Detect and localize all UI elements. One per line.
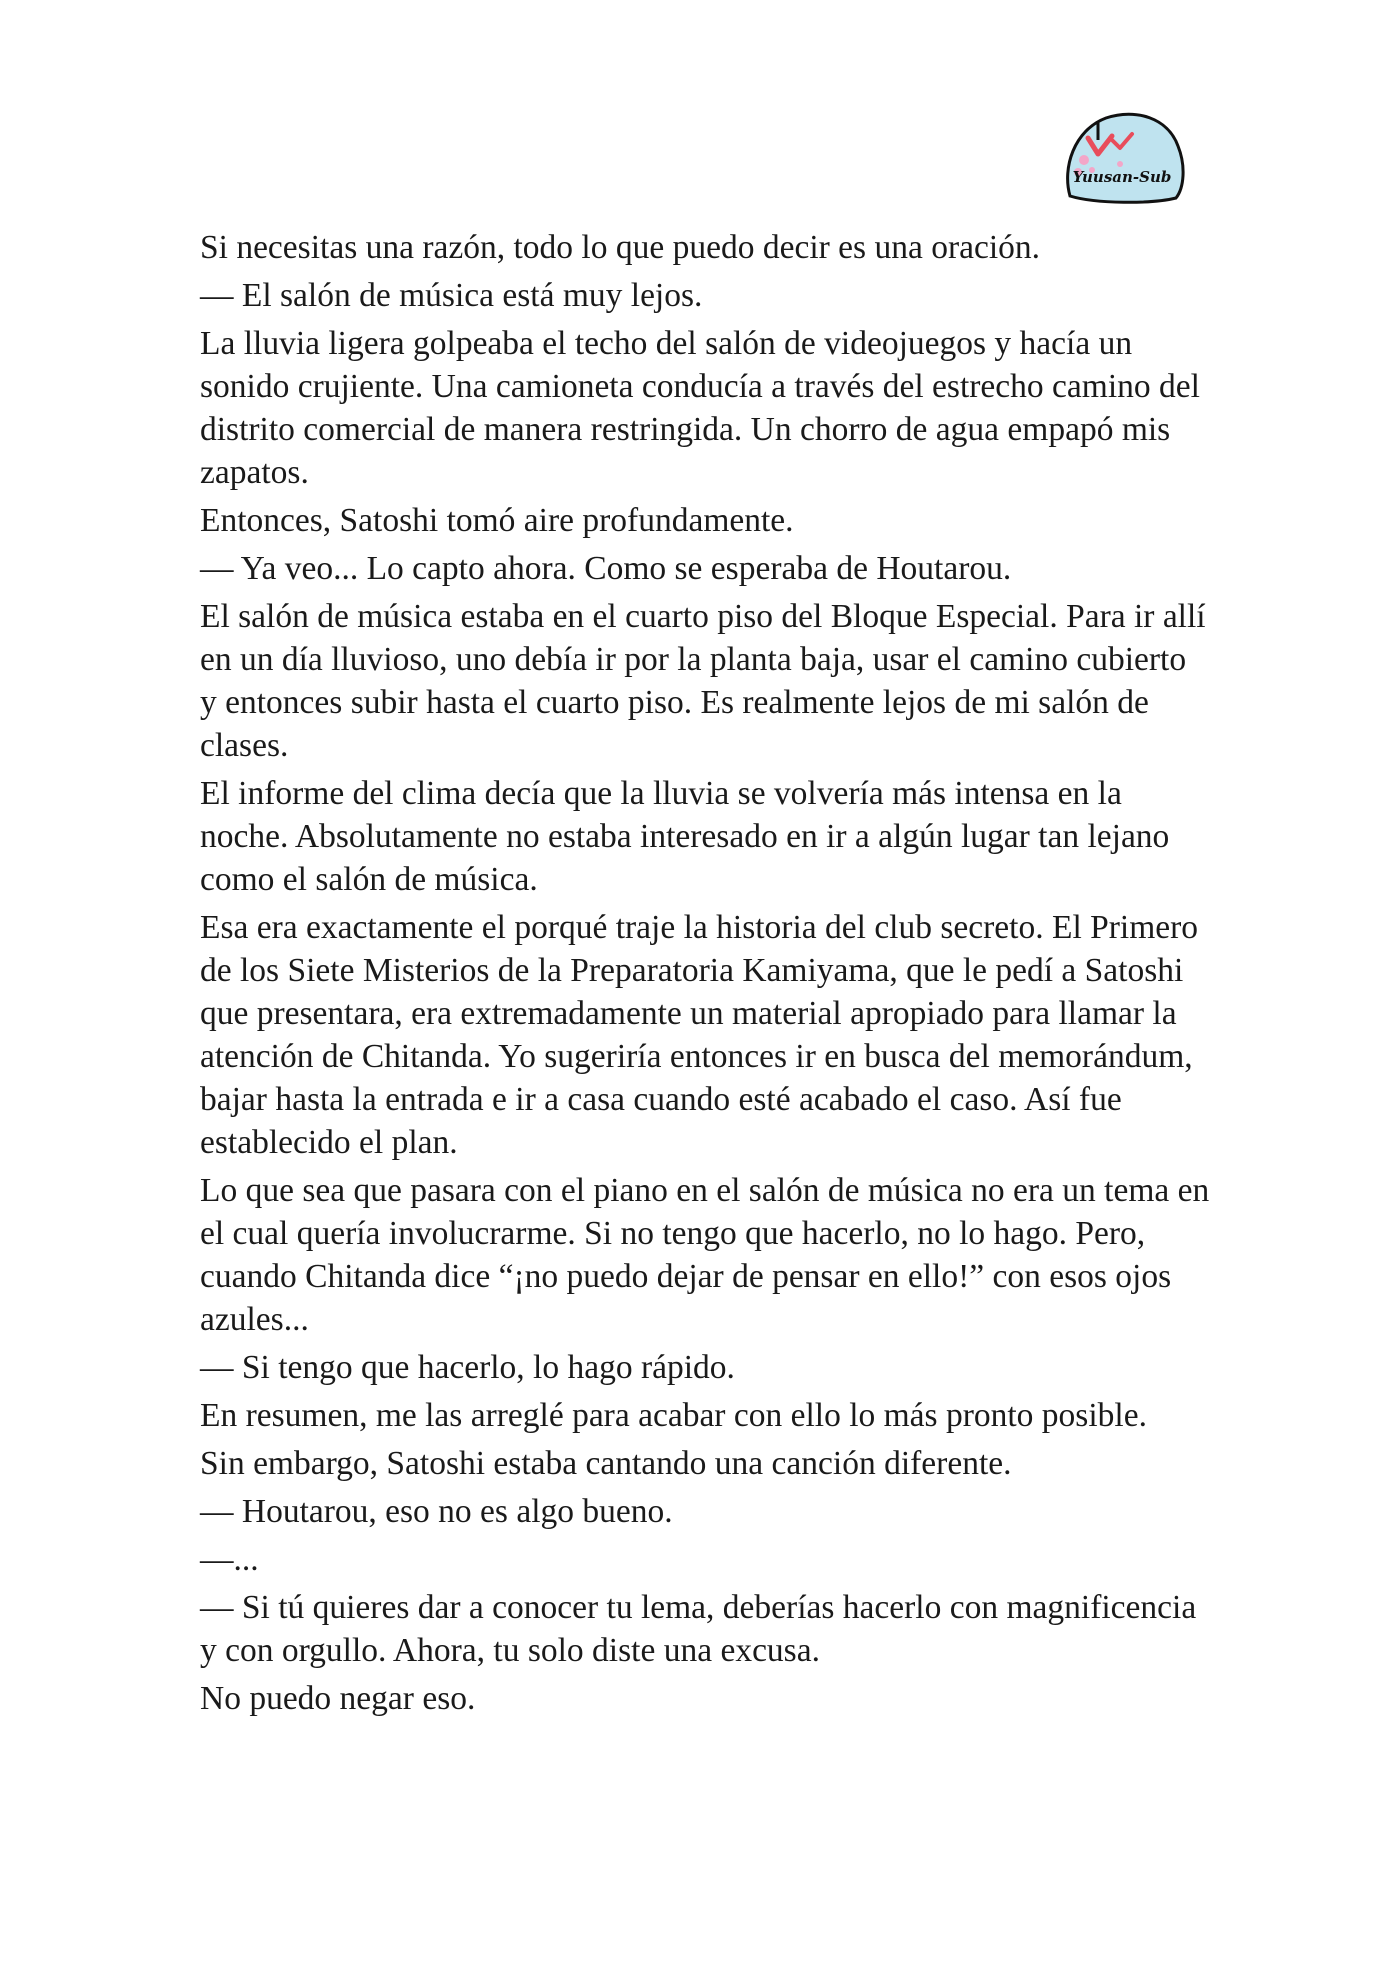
paragraph: — Houtarou, eso no es algo bueno. xyxy=(200,1493,673,1530)
paragraph: Sin embargo, Satoshi estaba cantando una canción diferente. xyxy=(200,1445,1012,1482)
yuusan-sub-logo-icon xyxy=(1060,108,1188,208)
watermark-logo xyxy=(1060,108,1188,208)
svg-text:Yuusan-Sub: Yuusan-Sub xyxy=(1072,168,1172,186)
paragraph: —... xyxy=(200,1541,259,1578)
paragraph: El salón de música estaba en el cuarto piso del Bloque Especial. Para ir allí en un día lluvioso, uno debía ir por la planta baja, usar el camino cubierto y entonces subir hasta el cuarto piso. Es realmente lejos de mi salón de clases. xyxy=(200,598,1206,764)
paragraph: La lluvia ligera golpeaba el techo del salón de videojuegos y hacía un sonido crujiente. Una camioneta conducía a través del estrecho camino del distrito comercial de manera restringida. Un chorro de agua empapó mis zapatos. xyxy=(200,325,1200,491)
paragraph: Si necesitas una razón, todo lo que puedo decir es una oración. xyxy=(200,229,1041,266)
paragraph: El informe del clima decía que la lluvia se volvería más intensa en la noche. Absolutamente no estaba interesado en ir a algún lugar tan lejano como el salón de música. xyxy=(200,775,1170,898)
paragraph: Lo que sea que pasara con el piano en el salón de música no era un tema en el cual quería involucrarme. Si no tengo que hacerlo, no lo hago. Pero, cuando Chitanda dice “¡no puedo dejar de pensar en ello!” con esos ojos azules... xyxy=(200,1172,1210,1338)
paragraph: En resumen, me las arreglé para acabar con ello lo más pronto posible. xyxy=(200,1397,1147,1434)
paragraph: Esa era exactamente el porqué traje la historia del club secreto. El Primero de los Siete Misterios de la Preparatoria Kamiyama, que le pedí a Satoshi que presentara, era extremadamente un material apropiado para llamar la atención de Chitanda. Yo sugeriría entonces ir en busca del memorándum, bajar hasta la entrada e ir a casa cuando esté acabado el caso. Así fue establecido el plan. xyxy=(200,909,1199,1161)
paragraph: Entonces, Satoshi tomó aire profundamente. xyxy=(200,502,794,539)
paragraph: — El salón de música está muy lejos. xyxy=(200,277,703,314)
paragraph: — Si tengo que hacerlo, lo hago rápido. xyxy=(200,1349,735,1386)
paragraph: — Ya veo... Lo capto ahora. Como se esperaba de Houtarou. xyxy=(200,550,1012,587)
paragraph: No puedo negar eso. xyxy=(200,1680,476,1717)
paragraph: — Si tú quieres dar a conocer tu lema, deberías hacerlo con magnificencia y con orgullo. Ahora, tu solo diste una excusa. xyxy=(200,1589,1197,1669)
body-text xyxy=(200,226,1210,1725)
